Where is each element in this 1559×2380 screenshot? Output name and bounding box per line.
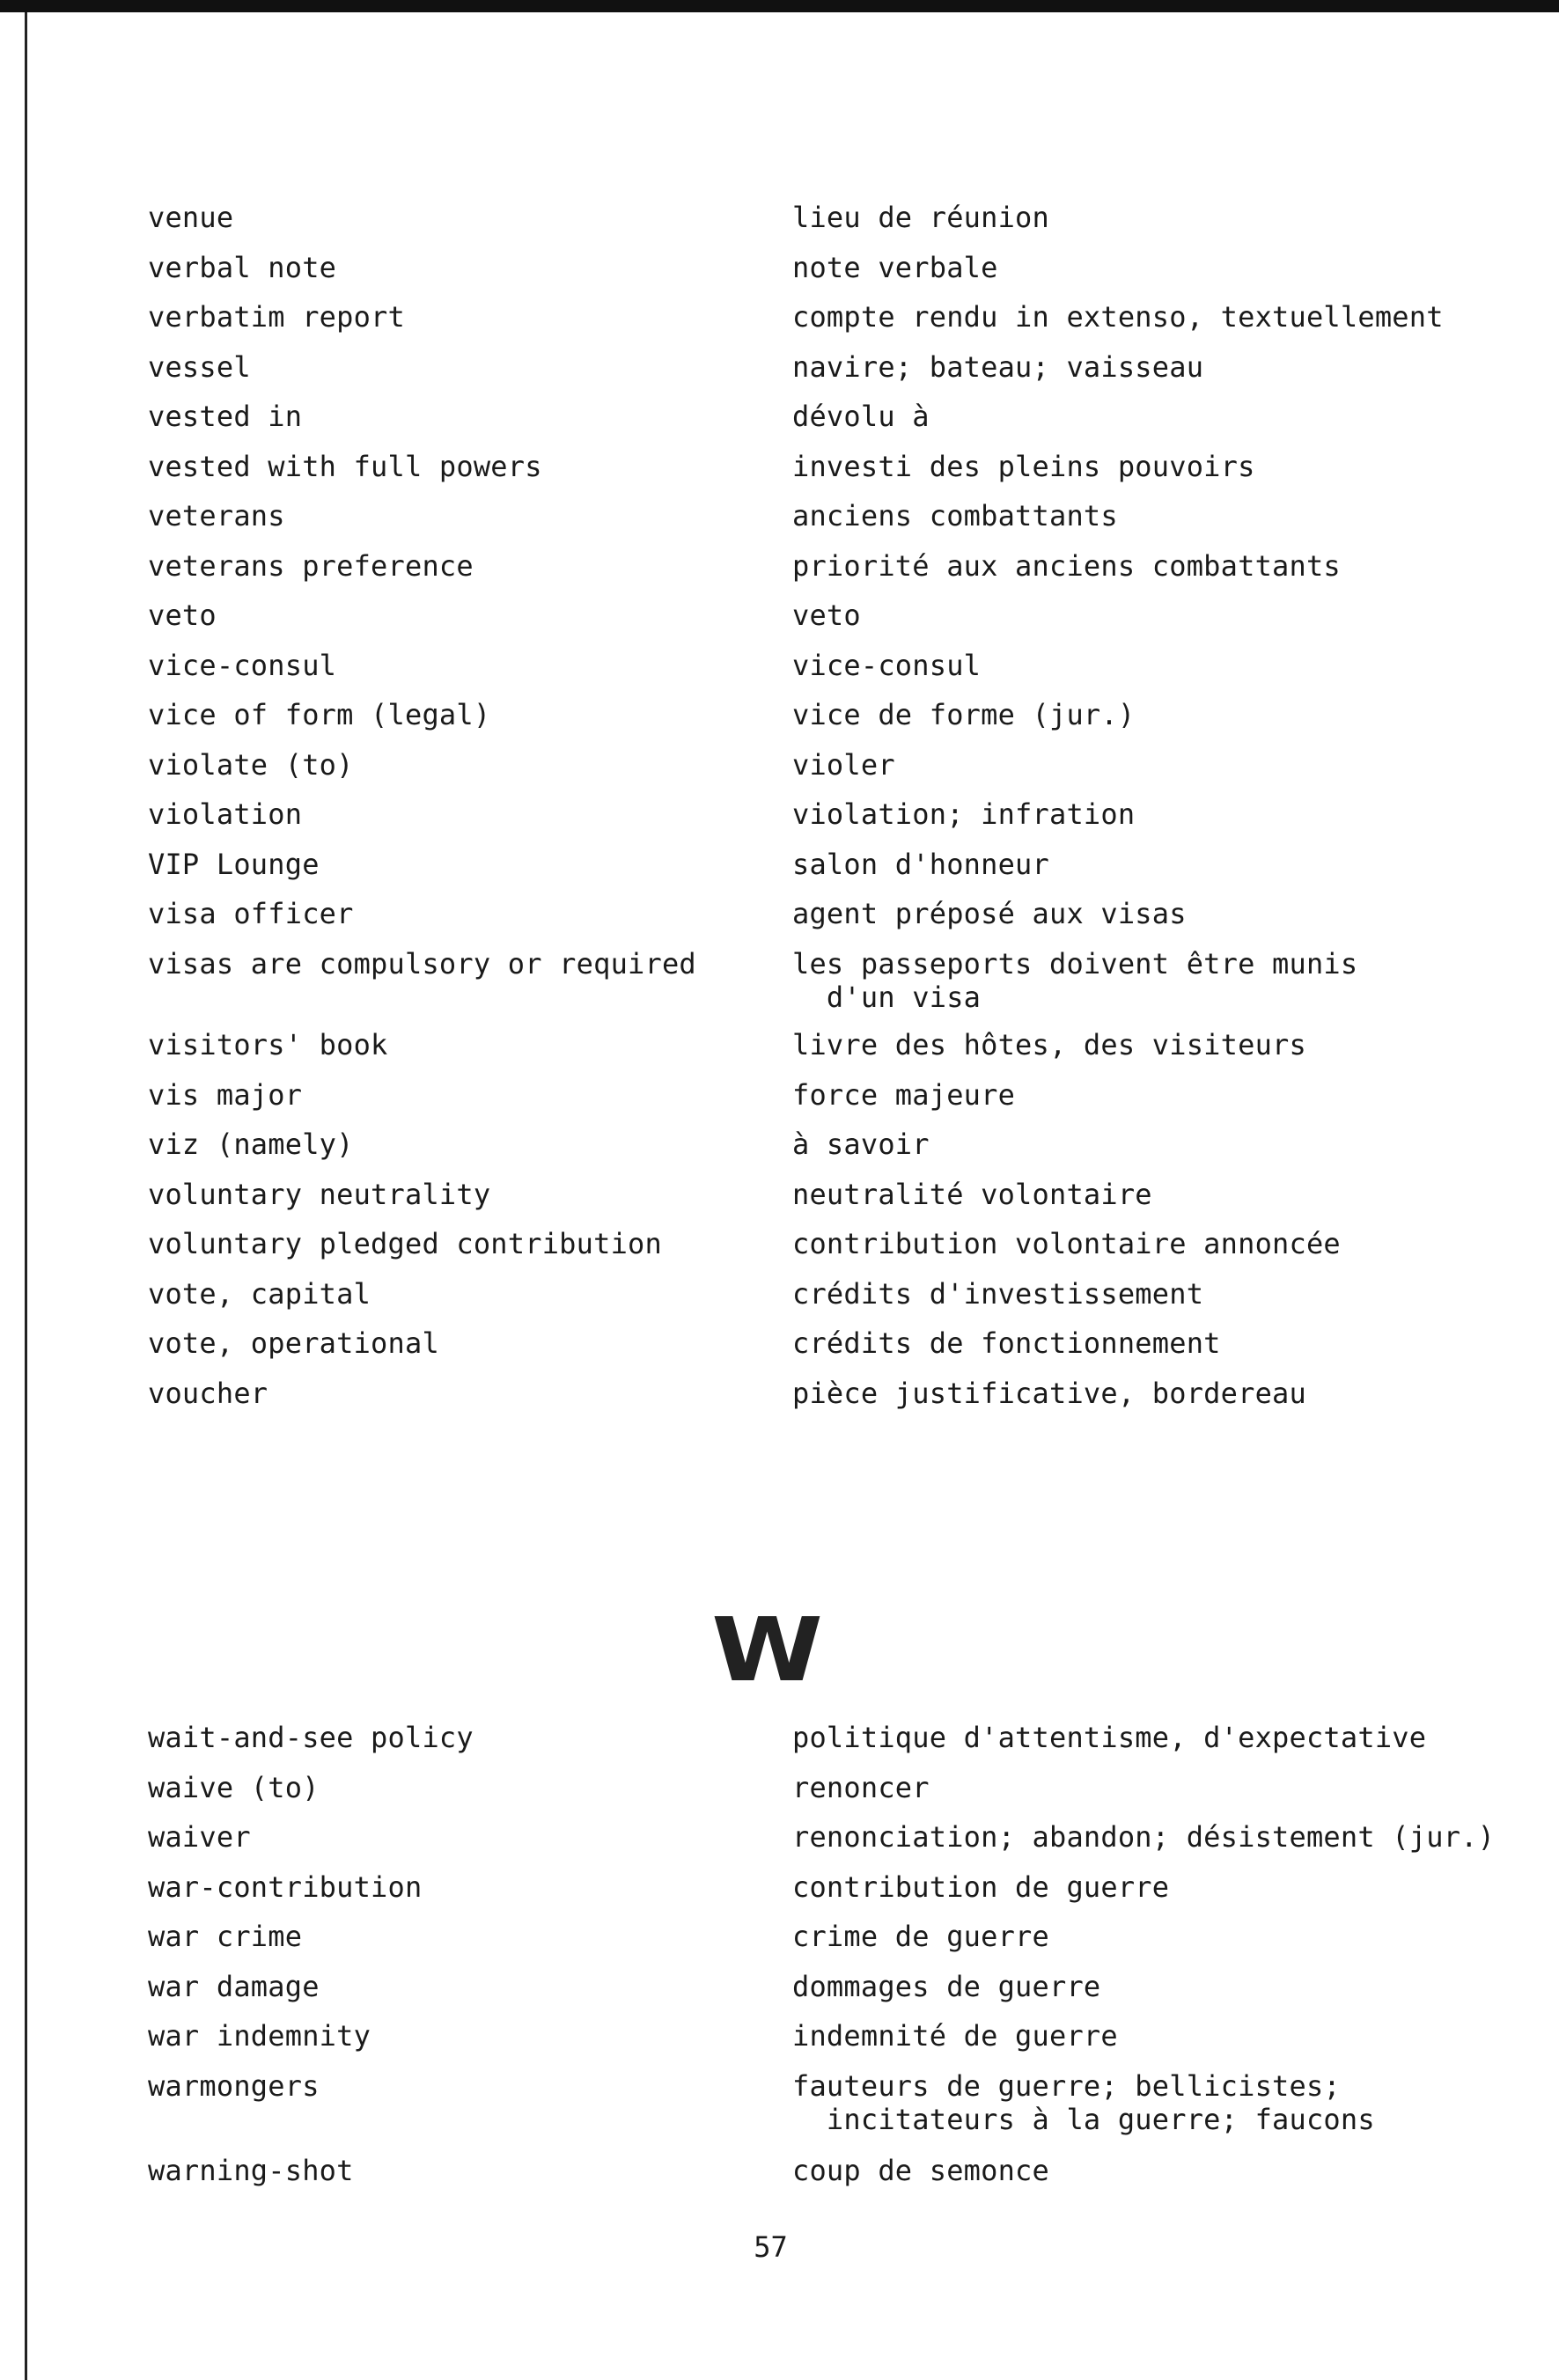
french-translation: veto [792,599,861,632]
glossary-entry [0,1028,1559,1078]
french-translation: salon d'honneur [792,847,1049,881]
french-translation: agent préposé aux visas [792,897,1187,930]
english-term: vice-consul [148,648,337,682]
glossary-entry [0,1326,1559,1377]
glossary-entry [0,797,1559,848]
glossary-entry [0,1820,1559,1870]
page-number: 57 [754,2230,788,2264]
french-translation: coup de semonce [792,2154,1049,2187]
english-term: visas are compulsory or required [148,946,696,981]
english-term: waive (to) [148,1770,320,1804]
english-term: vice of form (legal) [148,698,491,731]
english-term: vote, capital [148,1276,371,1311]
glossary-entry [0,2069,1559,2155]
english-term: vested in [148,400,303,433]
french-translation: contribution volontaire annoncée [792,1227,1341,1260]
english-term: viz (namely) [148,1128,354,1161]
french-translation: neutralité volontaire [792,1177,1152,1211]
english-term: violate (to) [148,747,354,782]
french-translation: contribution de guerre [792,1869,1170,1904]
glossary-entry [0,400,1559,450]
english-term: voucher [148,1376,268,1410]
english-term: verbatim report [148,300,405,334]
english-term: voluntary pledged contribution [148,1227,662,1260]
glossary-entry [0,1771,1559,1821]
glossary-entry [0,549,1559,599]
english-term: violation [148,797,303,831]
english-term: wait-and-see policy [148,1721,474,1754]
french-translation: à savoir [792,1128,930,1161]
french-translation: pièce justificative, bordereau [792,1376,1306,1410]
scan-top-border [0,0,1559,12]
english-term: warning-shot [148,2154,354,2187]
glossary-entry [0,300,1559,350]
french-translation: livre des hôtes, des visiteurs [792,1028,1306,1061]
english-term: waiver [148,1820,251,1854]
french-translation: renoncer [792,1770,930,1804]
glossary-entry [0,251,1559,301]
glossary-entry [0,1377,1559,1427]
glossary-entry [0,2154,1559,2204]
glossary-entry [0,450,1559,500]
french-translation: crime de guerre [792,1920,1049,1953]
glossary-entry [0,1128,1559,1178]
french-translation: les passeports doivent être munis d'un visa [792,946,1358,1014]
glossary-entry [0,2019,1559,2069]
french-translation: vice-consul [792,648,982,682]
french-translation: navire; bateau; vaisseau [792,349,1204,384]
glossary-entry [0,649,1559,699]
english-term: visa officer [148,897,354,930]
french-translation: priorité aux anciens combattants [792,548,1341,583]
section-w-entries [0,1721,1559,2204]
glossary-entry [0,897,1559,947]
french-translation: crédits de fonctionnement [792,1326,1221,1360]
english-term: veterans preference [148,548,474,583]
french-translation: note verbale [792,250,998,284]
glossary-entry [0,499,1559,549]
french-translation: investi des pleins pouvoirs [792,449,1255,483]
french-translation: renonciation; abandon; désistement (jur.) [792,1820,1496,1854]
english-term: war crime [148,1920,303,1953]
english-term: vis major [148,1077,303,1112]
french-translation: vice de forme (jur.) [792,698,1136,731]
glossary-entry [0,1870,1559,1921]
french-translation: crédits d'investissement [792,1276,1204,1311]
french-translation: indemnité de guerre [792,2019,1118,2053]
glossary-entry [0,1178,1559,1228]
section-v-entries [0,201,1559,1426]
glossary-entry [0,1227,1559,1277]
glossary-entry [0,599,1559,649]
glossary-entry [0,1970,1559,2020]
french-translation: force majeure [792,1077,1016,1112]
english-term: venue [148,201,234,234]
french-translation: dévolu à [792,400,930,433]
french-translation: compte rendu in extenso, textuellement [792,300,1444,334]
glossary-entry [0,1920,1559,1970]
english-term: veto [148,599,217,632]
glossary-entry [0,1277,1559,1327]
french-translation: violation; infration [792,797,1136,831]
french-translation: anciens combattants [792,499,1118,533]
english-term: voluntary neutrality [148,1177,491,1211]
french-translation: lieu de réunion [792,201,1049,234]
english-term: verbal note [148,250,337,284]
glossary-entry [0,201,1559,251]
english-term: war indemnity [148,2019,371,2053]
section-letter-heading: W [711,1598,823,1701]
english-term: vote, operational [148,1326,439,1360]
english-term: vested with full powers [148,449,542,483]
english-term: warmongers [148,2068,320,2103]
glossary-entry [0,350,1559,400]
french-translation: violer [792,747,895,782]
english-term: VIP Lounge [148,847,320,881]
english-term: visitors' book [148,1028,388,1061]
french-translation: politique d'attentisme, d'expectative [792,1721,1427,1754]
glossary-entry [0,848,1559,898]
french-translation: dommages de guerre [792,1969,1101,2003]
glossary-entry [0,1078,1559,1128]
glossary-entry [0,1721,1559,1771]
english-term: war-contribution [148,1869,423,1904]
glossary-entry [0,748,1559,798]
english-term: war damage [148,1969,320,2003]
glossary-entry [0,698,1559,748]
glossary-entry [0,947,1559,1029]
french-translation: fauteurs de guerre; bellicistes; incitateurs à la guerre; faucons [792,2068,1375,2136]
english-term: vessel [148,349,251,384]
english-term: veterans [148,499,285,533]
